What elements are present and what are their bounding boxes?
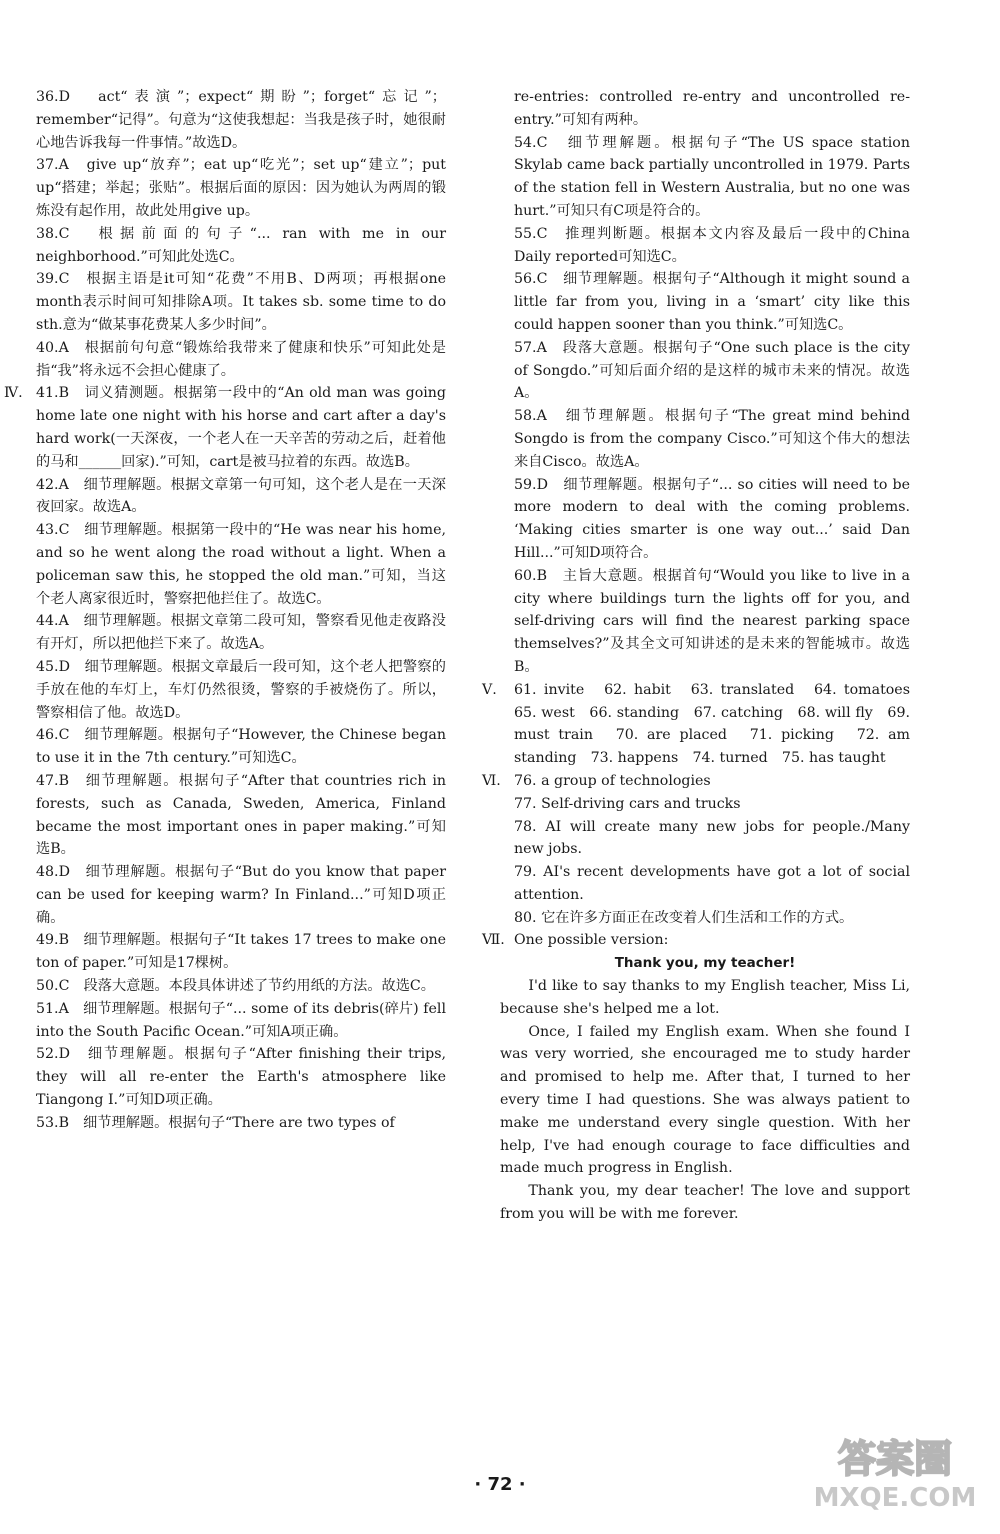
- answer-45: 45.D 细节理解题。根据文章最后一段可知，这个老人把警察的手放在他的车灯上，车灯仍然很烫，警察的手被烧伤了。所以，警察相信了他。故选D。: [36, 658, 446, 721]
- essay-paragraph-1: I'd like to say thanks to my English teacher, Miss Li, because she's helped me a lot.: [500, 978, 910, 1017]
- section-vii-intro: One possible version:: [514, 932, 669, 949]
- right-column: [482, 86, 925, 1226]
- answer-47: 47.B 细节理解题。根据句子“After that countries rich in forests, such as Canada, Sweden, America, Finland became the most important ones in paper making.”可知选B。: [36, 772, 446, 858]
- watermark-logo-text: 答案圈: [837, 1437, 953, 1481]
- answer-41-text: 41.B 词义猜测题。根据第一段中的“An old man was going home late one night with his horse and cart after a day's hard work(一天深夜，一个老人在一天辛苦的劳动之后，赶着他的马和______回家).”可知，cart是被马拉着的东西。故选B。: [36, 385, 446, 470]
- answer-48: 48.D 细节理解题。根据句子“But do you know that paper can be used for keeping warm? In Finland...”可知D项正确。: [36, 864, 446, 926]
- answer-43: 43.C 细节理解题。根据第一段中的“He was near his home, and so he went along the road without a light. When a policeman saw this, he stopped the old man.”可知，当这个老人离家很近时，警察把他拦住了。故选C。: [36, 522, 446, 607]
- answer-51: 51.A 细节理解题。根据句子“... some of its debris(碎片) fell into the South Pacific Ocean.”可知A项正确。: [36, 1000, 446, 1040]
- answer-57: 57.A 段落大意题。根据句子“One such place is the city of Songdo.”可知后面介绍的是这样的城市未来的情况。故选A。: [514, 339, 910, 402]
- section-vii-marker: Ⅶ.: [482, 932, 505, 949]
- watermark-url: MXQE.COM: [813, 1483, 977, 1513]
- answer-38: 38.C 根据前面的句子“... ran with me in our neighborhood.”可知此处选C。: [36, 225, 446, 265]
- answer-54: 54.C 细节理解题。根据句子“The US space station Skylab came back partially uncontrolled in 1979. Parts of the station fell in Western Australia, but no one was hurt.”可知只有C项是符合的。: [514, 134, 910, 219]
- answer-50: 50.C 段落大意题。本段具体讲述了节约用纸的方法。故选C。: [36, 978, 435, 995]
- section-v-answers: 61. invite 62. habit 63. translated 64. tomatoes 65. west 66. standing 67. catching 68. will fly 69. must train 70. are placed 71. picking 72. am standing 73. happens 74. turned 75. has taught: [514, 681, 925, 767]
- answer-56: 56.C 细节理解题。根据句子“Although it might sound a little far from you, living in a ‘smart’ city like this could happen sooner than you think.”可知选C。: [514, 271, 910, 333]
- answer-46: 46.C 细节理解题。根据句子“However, the Chinese began to use it in the 7th century.”可知选C。: [36, 727, 446, 767]
- answer-55: 55.C 推理判断题。根据本文内容及最后一段中的China Daily reported可知选C。: [514, 225, 910, 265]
- left-column: [4, 86, 446, 1135]
- essay-paragraph-3: Thank you, my dear teacher! The love and support from you will be with me forever.: [500, 1183, 910, 1223]
- answer-41: [4, 382, 446, 473]
- section-vii: [482, 929, 910, 952]
- essay-title: Thank you, my teacher!: [614, 955, 796, 972]
- answer-58: 58.A 细节理解题。根据句子“The great mind behind Songdo is from the company Cisco.”可知这个伟大的想法来自Cisco。故选A。: [514, 408, 910, 470]
- answer-76: 76. a group of technologies: [514, 772, 711, 789]
- answer-80: 80. 它在许多方面正在改变着人们生活和工作的方式。: [514, 909, 854, 926]
- answer-36: 36.D act“表演”；expect“期盼”；forget“忘记”；remember“记得”。句意为“这使我想起：当我是孩子时，她很耐心地告诉我每一件事情。”故选D。: [36, 89, 446, 151]
- answer-37: 37.A give up“放弃”；eat up“吃光”；set up“建立”；put up“搭建；举起；张贴”。根据后面的原因：因为她认为两周的锻炼没有起作用，故此处用give up。: [36, 157, 446, 219]
- answer-77: 77. Self-driving cars and trucks: [514, 795, 741, 812]
- answer-59: 59.D 细节理解题。根据句子“... so cities will need to be more modern to deal with the coming problems. ‘Making cities smarter is one way out...’ said Dan Hill...”可知D项符合。: [514, 476, 910, 561]
- essay-paragraph-2: Once, I failed my English exam. When she found I was very worried, she encouraged me to study harder and promised to help me. After that, I turned to her every time I had questions. She was always patient to make me understand every single question. With her help, I've had enough courage to face difficulties and made much progress in English.: [500, 1023, 910, 1177]
- answer-60: 60.B 主旨大意题。根据首句“Would you like to live in a city where buildings turn the lights off for you, and self-driving cars will find the nearest parking space themselves?”及其全文可知讲述的是未来的智能城市。故选B。: [514, 567, 910, 675]
- watermark-logo: [810, 1428, 980, 1514]
- section-vi-marker: Ⅵ.: [482, 772, 501, 789]
- answer-52: 52.D 细节理解题。根据句子“After finishing their trips, they will all re-enter the Earth's atmosphere like Tiangong Ⅰ.”可知D项正确。: [36, 1046, 446, 1109]
- section-v: [482, 679, 925, 770]
- answer-49: 49.B 细节理解题。根据句子“It takes 17 trees to make one ton of paper.”可知是17棵树。: [36, 932, 446, 972]
- section-v-marker: Ⅴ.: [482, 681, 497, 698]
- answer-53: 53.B 细节理解题。根据句子“There are two types of: [36, 1114, 395, 1131]
- section-vi: [482, 770, 910, 930]
- section-iv-marker: Ⅳ.: [4, 385, 23, 402]
- answer-79: 79. AI's recent developments have got a lot of social attention.: [514, 864, 910, 903]
- answer-40: 40.A 根据前句句意“锻炼给我带来了健康和快乐”可知此处是指“我”将永远不会担心健康了。: [36, 339, 446, 379]
- answer-44: 44.A 细节理解题。根据文章第二段可知，警察看见他走夜路没有开灯，所以把他拦下来了。故选A。: [36, 613, 446, 653]
- answer-53-continued: re-entries: controlled re-entry and uncontrolled re-entry.”可知有两种。: [514, 89, 910, 128]
- answer-42: 42.A 细节理解题。根据文章第一句可知，这个老人是在一天深夜回家。故选A。: [36, 476, 446, 516]
- answer-78: 78. AI will create many new jobs for people./Many new jobs.: [514, 818, 910, 858]
- page-number: · 72 ·: [474, 1474, 526, 1495]
- answer-39: 39.C 根据主语是it可知“花费”不用B、D两项；再根据one month表示时间可知排除A项。It takes sb. some time to do sth.意为“做某事花费某人多少时间”。: [36, 271, 446, 333]
